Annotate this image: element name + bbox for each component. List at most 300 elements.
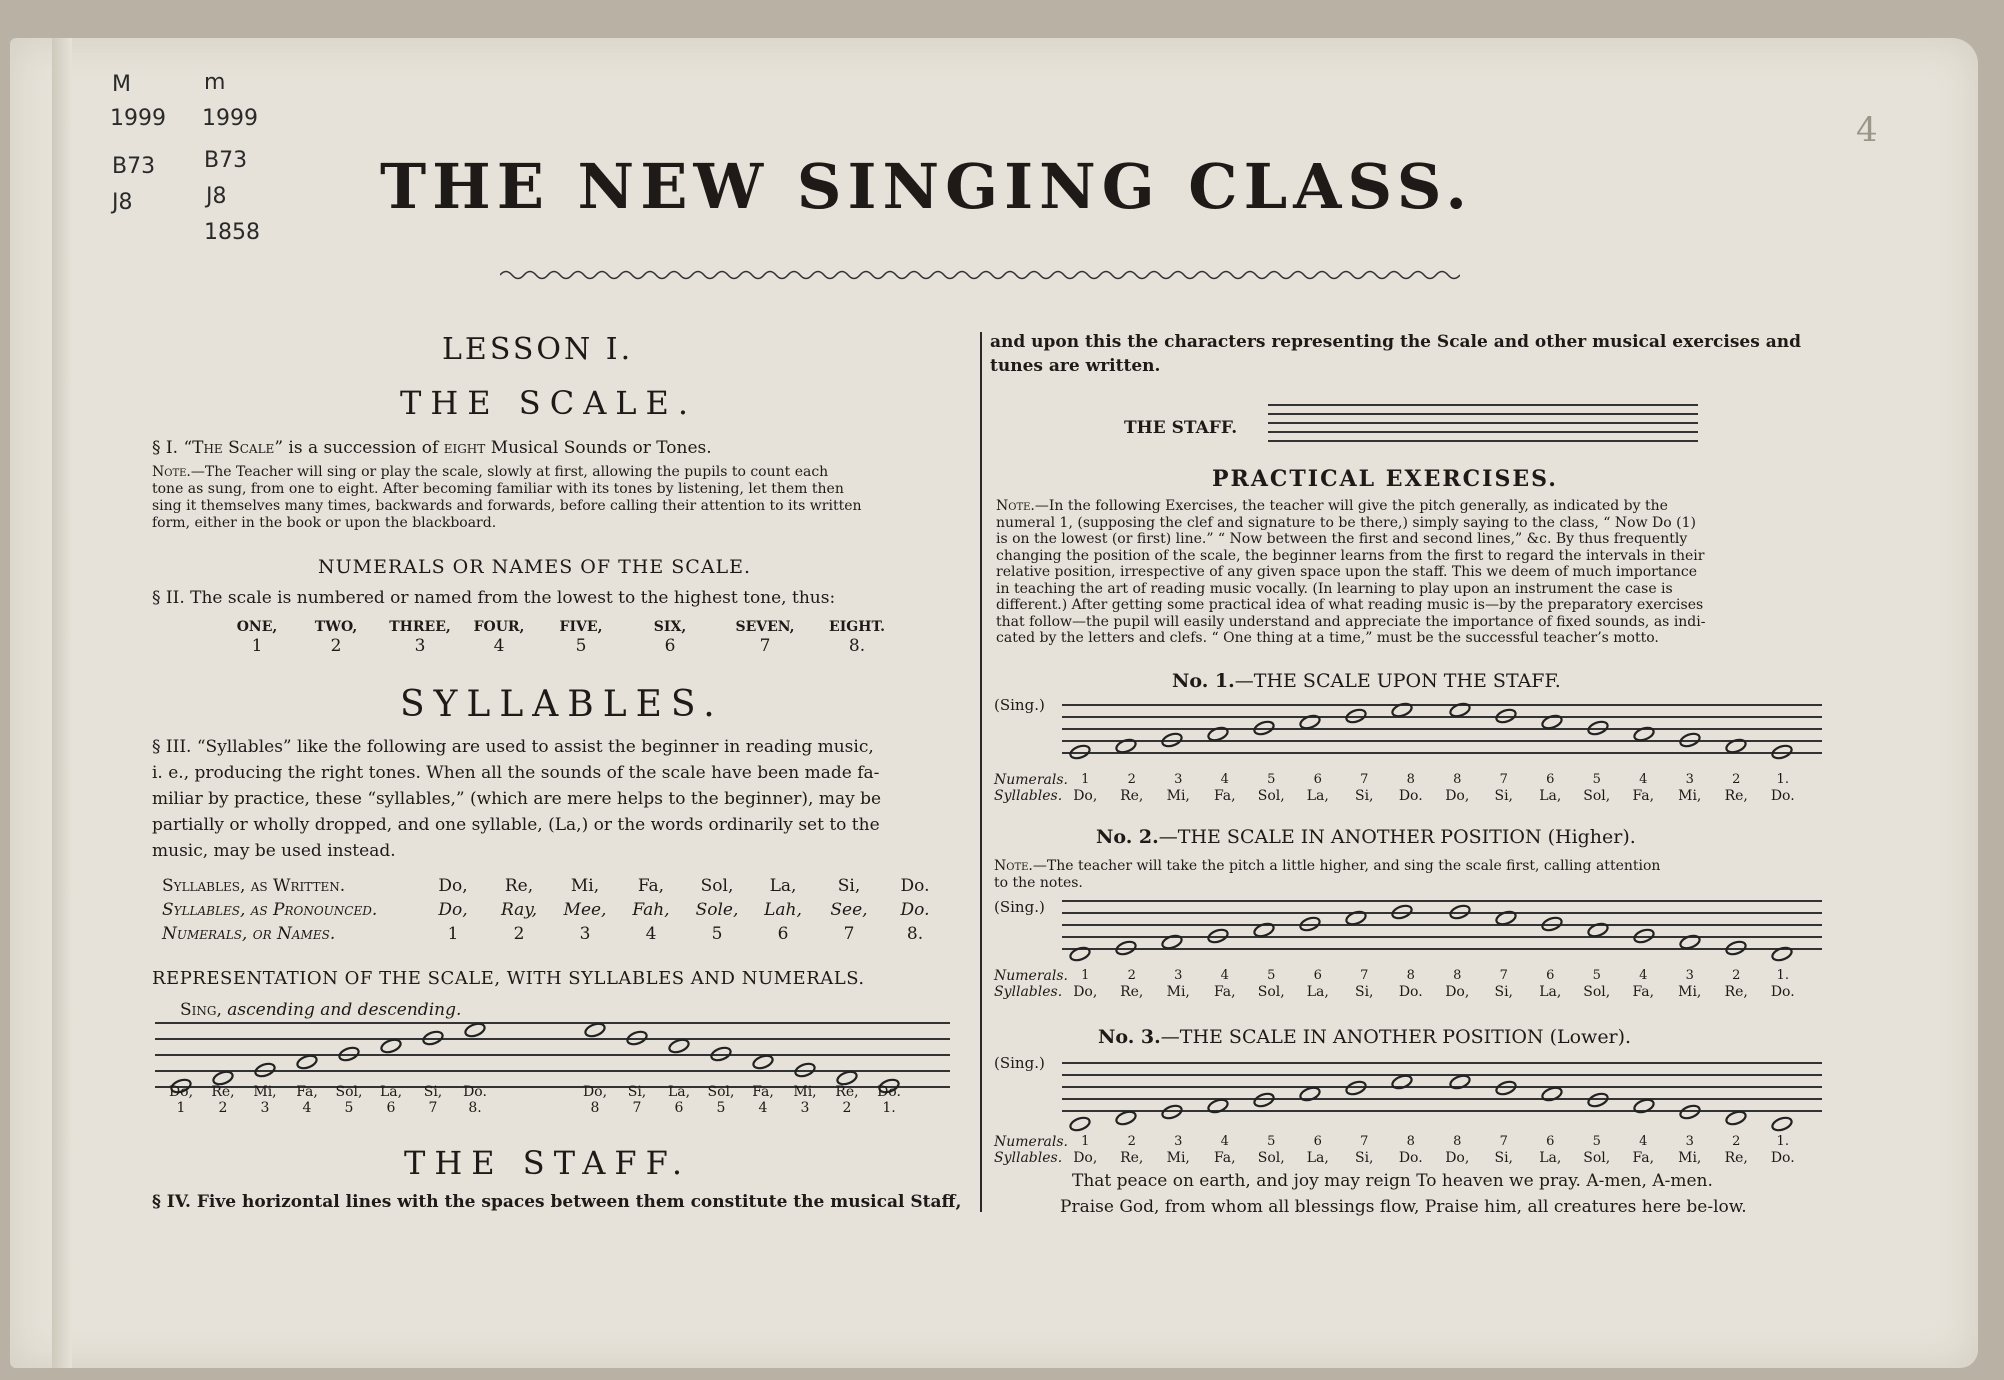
shelfmark-line: M xyxy=(112,72,131,97)
note-2-line: relative position, irrespective of any given space upon the staff. This we deem of much importance xyxy=(996,564,1697,580)
shelfmark-line: B73 xyxy=(204,148,248,173)
scale-label: Si, xyxy=(1494,1150,1514,1166)
note-2-line: cated by the letters and clefs. “ One thing at a time,” must be the successful teacher’s motto. xyxy=(996,630,1659,646)
section-1-num: § I. xyxy=(152,438,179,458)
staff-line xyxy=(1268,422,1698,424)
scale-label: 8 xyxy=(590,1100,600,1116)
scale-label: Do, xyxy=(1445,1150,1470,1166)
scale-label: Re, xyxy=(1120,788,1144,804)
exercise-number: No. 3. xyxy=(1098,1026,1161,1048)
scale-label: La, xyxy=(1306,984,1329,1000)
whole-note xyxy=(794,1061,817,1078)
scale-label: 8 xyxy=(1453,968,1462,983)
syllables-heading: SYLLABLES. xyxy=(400,684,724,725)
whole-note xyxy=(1679,1103,1702,1120)
note-2-line: different.) After getting some practical idea of what reading music is—by the preparatory exercises xyxy=(996,597,1704,613)
scale-label: Si, xyxy=(1354,788,1374,804)
scale-label: Si, xyxy=(1494,788,1514,804)
table-cell: 2 xyxy=(513,924,525,944)
scale-label: 2 xyxy=(1127,968,1136,983)
scale-label: 5 xyxy=(1267,1134,1276,1149)
scale-label: Mi, xyxy=(253,1084,277,1100)
scale-label: 4 xyxy=(1220,772,1229,787)
exercise-1-syllables-label: Syllables. xyxy=(994,788,1063,804)
scale-label: 3 xyxy=(1685,772,1694,787)
scale-label: 3 xyxy=(1174,772,1183,787)
whole-note xyxy=(1069,1115,1092,1132)
whole-note xyxy=(1633,1097,1656,1114)
note-2-line: —In the following Exercises, the teacher will give the pitch generally, as indicated by the xyxy=(1034,498,1668,514)
number-word: TWO, xyxy=(314,619,358,635)
sing-direction: ascending and descending. xyxy=(227,1000,462,1020)
section-4-continued xyxy=(990,330,1801,378)
table-label-pronounced: Syllables, as Pronounced. xyxy=(162,900,378,920)
scale-label: Do. xyxy=(1770,788,1795,804)
scale-label: Do. xyxy=(1770,984,1795,1000)
scale-label: 1 xyxy=(1081,968,1090,983)
exercise-1-sing: (Sing.) xyxy=(994,696,1045,714)
exercise-number: No. 2. xyxy=(1096,826,1159,848)
whole-note xyxy=(710,1045,733,1062)
section-1-text-a: is a succession of xyxy=(288,438,439,458)
exercise-number: No. 1. xyxy=(1172,670,1235,692)
whole-note xyxy=(1115,737,1138,754)
staff-line xyxy=(1268,431,1698,433)
scale-label: Re, xyxy=(1120,984,1144,1000)
exercise-1-numerals-label: Numerals. xyxy=(994,772,1068,788)
scale-label: 2 xyxy=(1127,1134,1136,1149)
number-digit: 6 xyxy=(664,636,676,656)
scale-label: Do, xyxy=(1073,788,1098,804)
closing-line: That peace on earth, and joy may reign To heaven we pray. A-men, A-men. xyxy=(1072,1171,1713,1191)
number-word: EIGHT. xyxy=(829,619,885,635)
scale-label: 6 xyxy=(1546,968,1555,983)
whole-note xyxy=(254,1061,277,1078)
whole-note xyxy=(380,1037,403,1054)
section-1-term: “The Scale” xyxy=(183,438,284,458)
table-cell: Fah, xyxy=(632,900,670,920)
exercise-3-sing: (Sing.) xyxy=(994,1054,1045,1072)
whole-note xyxy=(1633,725,1656,742)
scale-label: 8 xyxy=(1453,772,1462,787)
whole-note xyxy=(296,1053,319,1070)
scale-label: 7 xyxy=(632,1100,642,1116)
exercise-2-note-label: Note. xyxy=(994,858,1033,874)
whole-note xyxy=(1391,1073,1414,1090)
scale-label: 5 xyxy=(344,1100,354,1116)
note-2 xyxy=(996,498,1705,647)
note-2-line: is on the lowest (or first) line.” “ Now between the first and second lines,” &c. By thus frequently xyxy=(996,531,1688,547)
scale-label: Si, xyxy=(423,1084,443,1100)
scale-label: La, xyxy=(1539,984,1562,1000)
whole-note xyxy=(1207,1097,1230,1114)
scale-label: 1 xyxy=(176,1100,186,1116)
whole-note xyxy=(1299,1085,1322,1102)
whole-note xyxy=(752,1053,775,1070)
table-cell: Do. xyxy=(900,900,930,920)
note-heads xyxy=(1062,880,1822,970)
scale-label: Mi, xyxy=(1678,984,1702,1000)
exercise-title: —THE SCALE UPON THE STAFF. xyxy=(1234,670,1561,692)
scale-label: Do, xyxy=(1445,984,1470,1000)
scale-label: 4 xyxy=(1639,772,1648,787)
scale-label: 8 xyxy=(1406,772,1415,787)
scale-label: Si, xyxy=(1354,984,1374,1000)
exercise-title: —THE SCALE IN ANOTHER POSITION (Lower). xyxy=(1160,1026,1632,1048)
section-1 xyxy=(152,436,712,460)
scale-label: 4 xyxy=(1639,968,1648,983)
scale-label: 6 xyxy=(386,1100,396,1116)
scale-label: Re, xyxy=(1120,1150,1144,1166)
scale-label: La, xyxy=(379,1084,403,1100)
scale-label: Do, xyxy=(1073,1150,1098,1166)
whole-note xyxy=(1495,909,1518,926)
closing-line: Praise God, from whom all blessings flow, Praise him, all creatures here be-low. xyxy=(1060,1197,1747,1217)
number-digit: 1 xyxy=(251,636,263,656)
scale-label: 5 xyxy=(1592,968,1601,983)
closing-hymn xyxy=(1060,1168,1747,1220)
table-cell: Si, xyxy=(837,876,861,896)
whole-note xyxy=(1449,903,1472,920)
table-cell: Do. xyxy=(900,876,930,896)
section-3-line: partially or wholly dropped, and one syllable, (La,) or the words ordinarily set to the xyxy=(152,815,880,835)
scale-label: 6 xyxy=(1313,968,1322,983)
exercise-3-staff xyxy=(1062,1062,1822,1122)
scale-label: 7 xyxy=(428,1100,438,1116)
whole-note xyxy=(1771,1115,1794,1132)
whole-note xyxy=(1207,927,1230,944)
scale-label: Do. xyxy=(1398,788,1423,804)
note-heads xyxy=(155,1002,950,1092)
scale-label: 4 xyxy=(1220,1134,1229,1149)
table-cell: Do, xyxy=(438,900,468,920)
whole-note xyxy=(1161,1103,1184,1120)
scale-label: 1. xyxy=(1776,772,1789,787)
scale-label: La, xyxy=(667,1084,691,1100)
whole-note xyxy=(1725,939,1748,956)
scale-label: 4 xyxy=(1220,968,1229,983)
section-1-text-b: Musical Sounds or Tones. xyxy=(490,438,712,458)
scale-label: 7 xyxy=(1360,1134,1369,1149)
table-cell: Sole, xyxy=(695,900,739,920)
number-word: ONE, xyxy=(236,619,278,635)
number-words-row xyxy=(218,618,896,636)
scale-label: Mi, xyxy=(1678,788,1702,804)
section-4: § IV. Five horizontal lines with the spaces between them constitute the musical Staff, xyxy=(152,1192,962,1212)
staff-heading: THE STAFF. xyxy=(404,1144,691,1182)
table-cell: Sol, xyxy=(700,876,734,896)
number-digit: 5 xyxy=(575,636,587,656)
table-cell: Re, xyxy=(504,876,534,896)
scale-label: 2 xyxy=(1732,968,1741,983)
shelfmark-line: B73 xyxy=(112,154,156,179)
note-2-line: in teaching the art of reading music vocally. (In learning to play upon an instrument the case is xyxy=(996,580,1673,597)
scale-label: Fa, xyxy=(1632,1150,1655,1166)
shelfmark-line: J8 xyxy=(206,184,227,209)
table-cell: 6 xyxy=(777,924,789,944)
whole-note xyxy=(464,1021,487,1038)
scale-label: 8 xyxy=(1406,968,1415,983)
scale-label: Do, xyxy=(1073,984,1098,1000)
table-row-numerals xyxy=(420,922,948,946)
scale-label: Sol, xyxy=(1257,984,1285,1000)
whole-note xyxy=(584,1021,607,1038)
whole-note xyxy=(1345,1079,1368,1096)
whole-note xyxy=(1345,909,1368,926)
whole-note xyxy=(1725,1109,1748,1126)
whole-note xyxy=(1069,743,1092,760)
practical-heading: PRACTICAL EXERCISES. xyxy=(1212,466,1558,492)
scale-label: Sol, xyxy=(1257,788,1285,804)
number-digit: 8. xyxy=(848,636,866,656)
scale-label: 2 xyxy=(1732,1134,1741,1149)
scale-label: 4 xyxy=(758,1100,768,1116)
number-digit: 4 xyxy=(493,636,505,656)
shelfmark-line: m xyxy=(204,70,226,95)
table-cell: 7 xyxy=(843,924,855,944)
note-heads xyxy=(1062,684,1822,774)
whole-note xyxy=(1587,1091,1610,1108)
scale-label: Sol, xyxy=(1583,984,1611,1000)
scale-label: Fa, xyxy=(1632,984,1655,1000)
exercise-2-note-line: to the notes. xyxy=(994,875,1083,891)
scale-label: Mi, xyxy=(1166,1150,1190,1166)
whole-note xyxy=(1679,731,1702,748)
title-wavy-rule xyxy=(500,268,1460,282)
number-digit: 3 xyxy=(414,636,426,656)
exercise-2-sing: (Sing.) xyxy=(994,898,1045,916)
shelfmark-line: 1999 xyxy=(110,106,166,131)
scale-label: La, xyxy=(1306,788,1329,804)
section-4-line: tunes are written. xyxy=(990,356,1161,376)
number-word: FIVE, xyxy=(559,619,603,635)
scale-label: Fa, xyxy=(296,1084,318,1100)
scale-label: Re, xyxy=(1724,788,1748,804)
table-cell: Do, xyxy=(438,876,468,896)
shelfmark-line: 1999 xyxy=(202,106,258,131)
exercise-3-syllables-label: Syllables. xyxy=(994,1150,1063,1166)
note-2-line: changing the position of the scale, the beginner learns from the first to regard the intervals in their xyxy=(996,547,1705,564)
table-cell: Mee, xyxy=(563,900,607,920)
section-3 xyxy=(152,734,881,864)
whole-note xyxy=(1391,701,1414,718)
book-gutter xyxy=(52,38,72,1368)
whole-note xyxy=(668,1037,691,1054)
sing-word: Sing, xyxy=(180,1000,222,1020)
note-2-line: numeral 1, (supposing the clef and signature to be there,) simply saying to the class, “ Now Do (1) xyxy=(996,514,1696,531)
scale-label: Si, xyxy=(1354,1150,1374,1166)
scale-label: 1 xyxy=(1081,772,1090,787)
scale-label: Do, xyxy=(168,1084,194,1100)
section-3-line: i. e., producing the right tones. When all the sounds of the scale have been made fa- xyxy=(152,763,880,783)
scale-label: Do. xyxy=(1398,1150,1423,1166)
number-digits-row xyxy=(218,636,896,656)
whole-note xyxy=(1725,737,1748,754)
table-cell: Ray, xyxy=(500,900,538,920)
number-word: SIX, xyxy=(653,619,687,635)
scale-label: 2 xyxy=(1127,772,1136,787)
scale-label: 8 xyxy=(1406,1134,1415,1149)
note-1-line: —The Teacher will sing or play the scale, slowly at first, allowing the pupils to count each xyxy=(190,464,829,480)
section-4-line: and upon this the characters representing the Scale and other musical exercises and xyxy=(990,332,1801,352)
shelfmark-line: 1858 xyxy=(204,220,260,245)
exercise-2-syllables-label: Syllables. xyxy=(994,984,1063,1000)
table-cell: See, xyxy=(830,900,868,920)
exercise-title: —THE SCALE IN ANOTHER POSITION (Higher). xyxy=(1158,826,1636,848)
scale-label: Fa, xyxy=(1213,788,1236,804)
scale-label: La, xyxy=(1539,1150,1562,1166)
numerals-heading: NUMERALS OR NAMES OF THE SCALE. xyxy=(318,556,752,578)
scale-label: Si, xyxy=(1494,984,1514,1000)
scale-label: 5 xyxy=(1267,968,1276,983)
scale-label: 5 xyxy=(716,1100,726,1116)
scale-label: Sol, xyxy=(1583,788,1611,804)
table-cell: 5 xyxy=(711,924,723,944)
staff-line xyxy=(1268,413,1698,415)
scale-label: 2 xyxy=(842,1100,852,1116)
whole-note xyxy=(1679,933,1702,950)
whole-note xyxy=(1633,927,1656,944)
scale-label: 1 xyxy=(1081,1134,1090,1149)
scale-label: 7 xyxy=(1499,1134,1508,1149)
note-2-line: that follow—the pupil will easily understand and appreciate the importance of fixed sounds, as indi- xyxy=(996,613,1706,630)
scale-label: 3 xyxy=(1685,968,1694,983)
scale-label: Mi, xyxy=(1166,788,1190,804)
scale-label: Sol, xyxy=(1583,1150,1611,1166)
scale-label: 1. xyxy=(1776,968,1789,983)
scale-label: 5 xyxy=(1267,772,1276,787)
staff-line xyxy=(1268,440,1698,442)
whole-note xyxy=(338,1045,361,1062)
scale-label: Do. xyxy=(463,1084,487,1100)
number-digit: 7 xyxy=(759,636,771,656)
whole-note xyxy=(1495,707,1518,724)
scale-label: 8 xyxy=(1453,1134,1462,1149)
scale-label: 7 xyxy=(1360,772,1369,787)
scale-label: 2 xyxy=(218,1100,228,1116)
scale-label: 5 xyxy=(1592,772,1601,787)
whole-note xyxy=(1449,1073,1472,1090)
section-2: § II. The scale is numbered or named from the lowest to the highest tone, thus: xyxy=(152,588,836,608)
whole-note xyxy=(1541,915,1564,932)
table-cell: Mi, xyxy=(570,876,600,896)
whole-note xyxy=(626,1029,649,1046)
exercise-3-numerals-label: Numerals. xyxy=(994,1134,1068,1150)
scale-label: 1. xyxy=(882,1100,896,1116)
scale-label: 3 xyxy=(1685,1134,1694,1149)
table-cell: Fa, xyxy=(637,876,665,896)
representation-heading: REPRESENTATION OF THE SCALE, WITH SYLLABLES AND NUMERALS. xyxy=(152,968,865,989)
whole-note xyxy=(1253,719,1276,736)
scale-label: Mi, xyxy=(1166,984,1190,1000)
scale-label: Mi, xyxy=(793,1084,817,1100)
number-word: SEVEN, xyxy=(735,619,795,635)
table-cell: 8. xyxy=(906,924,924,944)
whole-note xyxy=(1771,945,1794,962)
lesson-heading: LESSON I. xyxy=(442,332,634,367)
whole-note xyxy=(1449,701,1472,718)
table-cell: La, xyxy=(769,876,797,896)
note-1 xyxy=(152,464,972,532)
scale-label: 6 xyxy=(674,1100,684,1116)
table-row-pronounced xyxy=(420,898,948,922)
whole-note xyxy=(1115,1109,1138,1126)
note-1-label: Note. xyxy=(152,464,191,480)
scale-heading: THE SCALE. xyxy=(400,384,698,422)
note-1-line: tone as sung, from one to eight. After becoming familiar with its tones by listening, let them then xyxy=(152,481,844,497)
whole-note xyxy=(1587,719,1610,736)
page-number: 4 xyxy=(1856,110,1878,150)
table-cell: 3 xyxy=(579,924,591,944)
whole-note xyxy=(1771,743,1794,760)
whole-note xyxy=(1541,713,1564,730)
whole-note xyxy=(1541,1085,1564,1102)
scale-label: 7 xyxy=(1499,772,1508,787)
scale-label: La, xyxy=(1539,788,1562,804)
whole-note xyxy=(1253,1091,1276,1108)
whole-note xyxy=(422,1029,445,1046)
number-word: THREE, xyxy=(389,619,451,635)
scale-label: 7 xyxy=(1360,968,1369,983)
table-row-written xyxy=(420,874,948,898)
scale-label: Do. xyxy=(877,1084,901,1100)
exercise-2-staff xyxy=(1062,900,1822,960)
whole-note xyxy=(1299,915,1322,932)
scale-label: Do, xyxy=(582,1084,608,1100)
note-1-line: sing it themselves many times, backwards and forwards, before calling their attention to its written xyxy=(152,498,862,514)
scale-label: Mi, xyxy=(1678,1150,1702,1166)
whole-note xyxy=(1391,903,1414,920)
table-cell: 4 xyxy=(645,924,657,944)
table-label-written: Syllables, as Written. xyxy=(162,876,346,896)
scale-label: Fa, xyxy=(1213,984,1236,1000)
scale-label: 1. xyxy=(1776,1134,1789,1149)
scale-label: 6 xyxy=(1313,772,1322,787)
scale-label: 3 xyxy=(800,1100,810,1116)
section-3-line: § III. “Syllables” like the following are used to assist the beginner in reading music, xyxy=(152,737,874,757)
table-cell: Lah, xyxy=(764,900,802,920)
whole-note xyxy=(1207,725,1230,742)
scale-label: Fa, xyxy=(1213,1150,1236,1166)
whole-note xyxy=(1345,707,1368,724)
whole-note xyxy=(1253,921,1276,938)
scale-label: 6 xyxy=(1313,1134,1322,1149)
scale-label: Re, xyxy=(1724,1150,1748,1166)
scale-label: Si, xyxy=(627,1084,647,1100)
scale-label: Sol, xyxy=(335,1084,363,1100)
scale-label: Do. xyxy=(1770,1150,1795,1166)
shelfmark-line: J8 xyxy=(112,190,133,215)
scale-label: 2 xyxy=(1732,772,1741,787)
exercise-1-staff xyxy=(1062,704,1822,764)
scale-label: 7 xyxy=(1499,968,1508,983)
staff-label: THE STAFF. xyxy=(1124,418,1238,438)
exercise-2-heading xyxy=(1096,826,1636,848)
scale-label: 3 xyxy=(260,1100,270,1116)
scale-label: Sol, xyxy=(1257,1150,1285,1166)
table-label-numerals: Numerals, or Names. xyxy=(162,924,336,944)
scale-label: Fa, xyxy=(1632,788,1655,804)
number-word: FOUR, xyxy=(473,619,525,635)
exercise-2-numerals-label: Numerals. xyxy=(994,968,1068,984)
staff-line xyxy=(1268,404,1698,406)
table-cell: 1 xyxy=(447,924,459,944)
whole-note xyxy=(1299,713,1322,730)
whole-note xyxy=(1161,933,1184,950)
example-staff xyxy=(1268,404,1698,450)
scale-label: Re, xyxy=(1724,984,1748,1000)
scale-label: 4 xyxy=(1639,1134,1648,1149)
